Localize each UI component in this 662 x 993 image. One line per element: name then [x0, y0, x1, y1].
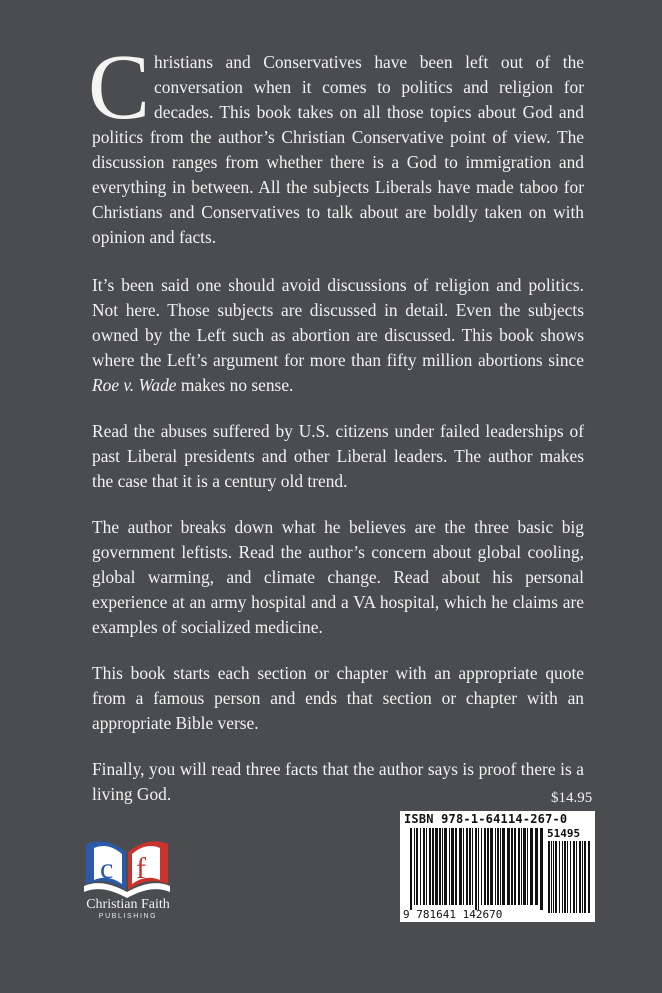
paragraph-5: This book starts each section or chapter with an appropriate quote from a famous person and ends that section or chapter with an appropriate Bible verse. [92, 663, 584, 733]
publisher-sub: PUBLISHING [98, 913, 158, 920]
paragraph-2 [92, 273, 584, 398]
barcode-bar [530, 828, 533, 905]
barcode-bar [527, 828, 528, 905]
barcode-bar [500, 828, 501, 905]
barcode-bar [469, 828, 471, 905]
barcode-bar [420, 828, 421, 905]
barcode-bar [439, 828, 441, 905]
addon-bar [559, 841, 560, 913]
barcode-bar [429, 828, 431, 905]
barcode-bar [487, 828, 489, 905]
barcode-bar [451, 828, 454, 905]
paragraph-6: Finally, you will read three facts that the author says is proof there is a living God. [92, 759, 584, 804]
publisher-name: Christian Faith [86, 897, 170, 912]
barcode-bar [426, 828, 427, 905]
barcode-bar [455, 828, 457, 905]
paragraph-1 [88, 36, 584, 250]
addon-bar [576, 841, 577, 913]
addon-bar [562, 841, 563, 913]
barcode [400, 811, 595, 922]
barcode-bar [484, 828, 486, 905]
logo-letter-f: f [136, 852, 146, 885]
drop-cap: C [88, 36, 151, 139]
barcode-bar [475, 828, 477, 910]
barcode-bar [432, 828, 434, 905]
addon-bar [555, 841, 557, 913]
addon-bar [573, 841, 575, 913]
barcode-bar [523, 828, 526, 905]
paragraph-3: Read the abuses suffered by U.S. citizens under failed leaderships of past Liberal presidents and other Liberal leaders. The author makes the case that it is a century old trend. [92, 421, 584, 491]
barcode-bar [449, 828, 450, 905]
price-label: $14.95 [551, 790, 593, 806]
barcode-bar [540, 828, 543, 910]
paragraph-4: The author breaks down what he believes are the three basic big government leftists. Read the author’s concern about global cooling, global warming, and climate change. Read about his personal experience at an army hospital and a VA hospital, which he claims are examples of socialized medicine. [92, 517, 584, 637]
addon-bar [553, 841, 554, 913]
barcode-bar [423, 828, 425, 905]
barcode-bar [442, 828, 443, 905]
paragraph-2-text-b: makes no sense. [176, 375, 294, 395]
barcode-bar [414, 828, 415, 905]
barcode-bar [435, 828, 438, 905]
addon-bar [567, 841, 568, 913]
addon-bar [584, 841, 586, 913]
barcode-bar [410, 828, 412, 910]
barcode-bar [463, 828, 464, 905]
barcode-bar [478, 828, 479, 910]
barcode-bar [511, 828, 513, 905]
barcode-bar [444, 828, 447, 905]
ean-digits: 9 781641 142670 [403, 908, 503, 921]
barcode-bar [416, 828, 418, 905]
barcode-bar [495, 828, 496, 905]
addon-bar [548, 841, 550, 913]
addon-digits: 51495 [547, 827, 581, 840]
barcode-bar [502, 828, 505, 905]
barcode-bar [521, 828, 522, 905]
addon-bar [564, 841, 566, 913]
addon-bar [551, 841, 552, 913]
blurb-text [88, 36, 584, 828]
addon-bar [582, 841, 583, 913]
paragraph-1-text: hristians and Conservatives have been left out of the conversation when it comes to politics and religion for decades. This book takes on all those topics about God and politics from the author’s Christian Conservative point of view. The discussion ranges from whether there is a God to immigration and everything in between. All the subjects Liberals have made taboo for Christians and Conservatives to talk about are boldly taken on with opinion and facts. [92, 52, 584, 247]
barcode-bar [535, 828, 538, 905]
logo-letter-c: c [100, 852, 114, 885]
barcode-bar [507, 828, 510, 905]
barcode-bar [466, 828, 468, 905]
addon-bar [570, 841, 571, 913]
barcode-bar [459, 828, 462, 905]
paragraph-2-text-a: It’s been said one should avoid discussions of religion and politics. Not here. Those subjects are discussed in detail. Even the subjects owned by the Left such as abortion are discussed. This book shows where the Left’s argument for more than fifty million abortions since [92, 275, 584, 370]
barcode-bar [497, 828, 499, 905]
barcode-bar [514, 828, 516, 905]
addon-bar [588, 841, 590, 913]
roe-v-wade: Roe v. Wade [92, 375, 177, 395]
isbn-text: ISBN 978-1-64114-267-0 [404, 812, 568, 826]
barcode-bar [481, 828, 482, 905]
addon-bar [579, 841, 581, 913]
barcode-bar [518, 828, 520, 905]
barcode-bar [490, 828, 493, 905]
barcode-bar [472, 828, 473, 905]
